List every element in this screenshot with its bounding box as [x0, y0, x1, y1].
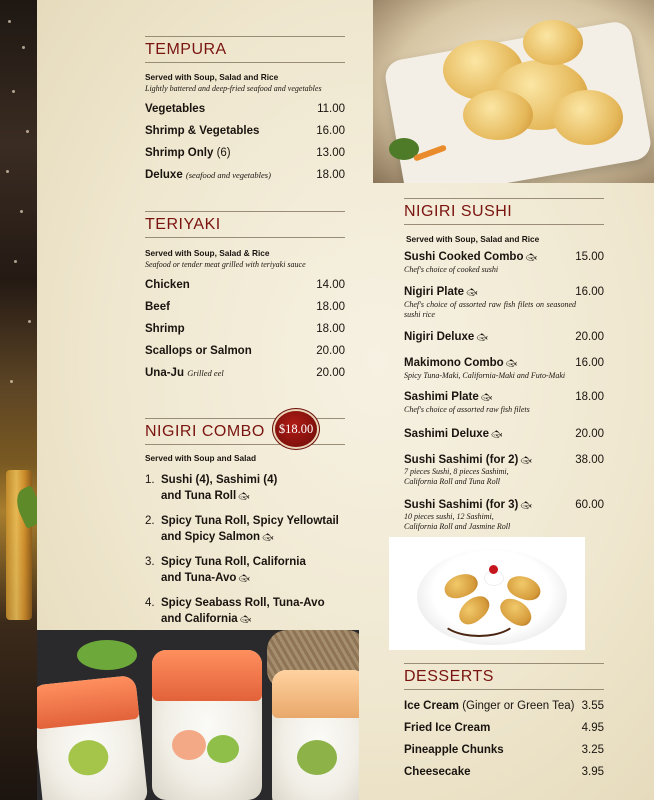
strawberry: [489, 565, 498, 574]
menu-item: Beef 18.00: [145, 301, 345, 313]
menu-item: Deluxe (seafood and vegetables) 18.00: [145, 169, 345, 181]
nigiri-combo-title: NIGIRI COMBO: [145, 418, 345, 445]
nigiri-sushi-subtitle: Served with Soup, Salad and Rice: [406, 234, 540, 244]
left-photo-strip: [0, 0, 37, 800]
fish-icon: 🐟︎: [491, 429, 503, 439]
fish-icon: 🐟︎: [505, 358, 518, 368]
tempura-photo: [373, 0, 654, 183]
menu-item: Cheesecake 3.95: [404, 766, 604, 778]
sushi-rolls-photo: [37, 630, 359, 800]
menu-item: Chicken 14.00: [145, 279, 345, 291]
nigiri-sushi-title: NIGIRI SUSHI: [404, 198, 604, 225]
item-description: 10 pieces sushi, 12 Sashimi, California Roll and Jasmine Roll: [404, 512, 511, 531]
menu-item: Shrimp & Vegetables 16.00: [145, 125, 345, 137]
fish-icon: 🐟︎: [520, 455, 532, 465]
menu-item: Sashimi Plate 🐟︎ 18.00: [404, 391, 604, 403]
fish-icon: 🐟︎: [525, 252, 537, 262]
item-description: 7 pieces Sushi, 8 pieces Sashimi, California Roll and Tuna Roll: [404, 467, 509, 486]
fish-icon: 🐟︎: [520, 500, 532, 510]
price-badge: $18.00: [275, 411, 317, 447]
fish-icon: 🐟︎: [466, 287, 478, 297]
combo-option: 1. Sushi (4), Sashimi (4) and Tuna Roll 🐟︎: [145, 474, 278, 502]
item-description: Chef's choice of assorted raw fish filets on seasoned sushi rice: [404, 300, 576, 319]
menu-item: Sushi Cooked Combo 🐟︎ 15.00: [404, 251, 604, 263]
fish-icon: 🐟︎: [238, 573, 250, 583]
menu-item: Scallops or Salmon 20.00: [145, 345, 345, 357]
fish-icon: 🐟︎: [239, 614, 252, 624]
fish-icon: 🐟︎: [476, 332, 488, 342]
item-description: Chef's choice of cooked sushi: [404, 265, 499, 274]
menu-item: Sashimi Deluxe 🐟︎ 20.00: [404, 428, 604, 440]
fish-icon: 🐟︎: [238, 491, 250, 501]
menu-item: Vegetables 11.00: [145, 103, 345, 115]
fish-icon: 🐟︎: [480, 392, 493, 402]
menu-item: Sushi Sashimi (for 2) 🐟︎ 38.00: [404, 454, 604, 466]
fried-dessert-photo: [389, 537, 585, 650]
nigiri-combo-subtitle: Served with Soup and Salad: [145, 453, 257, 463]
menu-item: Fried Ice Cream 4.95: [404, 722, 604, 734]
teriyaki-description: Seafood or tender meat grilled with teriyaki sauce: [145, 260, 306, 269]
menu-item: Pineapple Chunks 3.25: [404, 744, 604, 756]
menu-item: Makimono Combo 🐟︎ 16.00: [404, 357, 604, 369]
desserts-title: DESSERTS: [404, 663, 604, 690]
menu-item: Shrimp 18.00: [145, 323, 345, 335]
menu-item: Nigiri Deluxe 🐟︎ 20.00: [404, 331, 604, 343]
menu-item: Ice Cream (Ginger or Green Tea) 3.55: [404, 700, 604, 712]
item-description: Spicy Tuna-Maki, California-Maki and Futo-Maki: [404, 371, 566, 380]
tempura-description: Lightly battered and deep-fried seafood and vegetables: [145, 84, 322, 93]
menu-item: Una-Ju Grilled eel 20.00: [145, 367, 345, 379]
fish-icon: 🐟︎: [262, 532, 274, 542]
teriyaki-subtitle: Served with Soup, Salad & Rice: [145, 248, 270, 258]
tempura-subtitle: Served with Soup, Salad and Rice: [145, 72, 279, 82]
menu-item: Shrimp Only (6) 13.00: [145, 147, 345, 159]
combo-option: 2. Spicy Tuna Roll, Spicy Yellowtail and Spicy Salmon 🐟︎: [145, 515, 339, 543]
item-description: Chef's choice of assorted raw fish filets: [404, 405, 530, 414]
teriyaki-title: TERIYAKI: [145, 211, 345, 238]
menu-item: Nigiri Plate 🐟︎ 16.00: [404, 286, 604, 298]
combo-option: 3. Spicy Tuna Roll, California and Tuna-Avo 🐟︎: [145, 556, 306, 584]
tempura-title: TEMPURA: [145, 36, 345, 63]
menu-item: Sushi Sashimi (for 3) 🐟︎ 60.00: [404, 499, 604, 511]
combo-option: 4. Spicy Seabass Roll, Tuna-Avo and California 🐟︎: [145, 597, 325, 625]
